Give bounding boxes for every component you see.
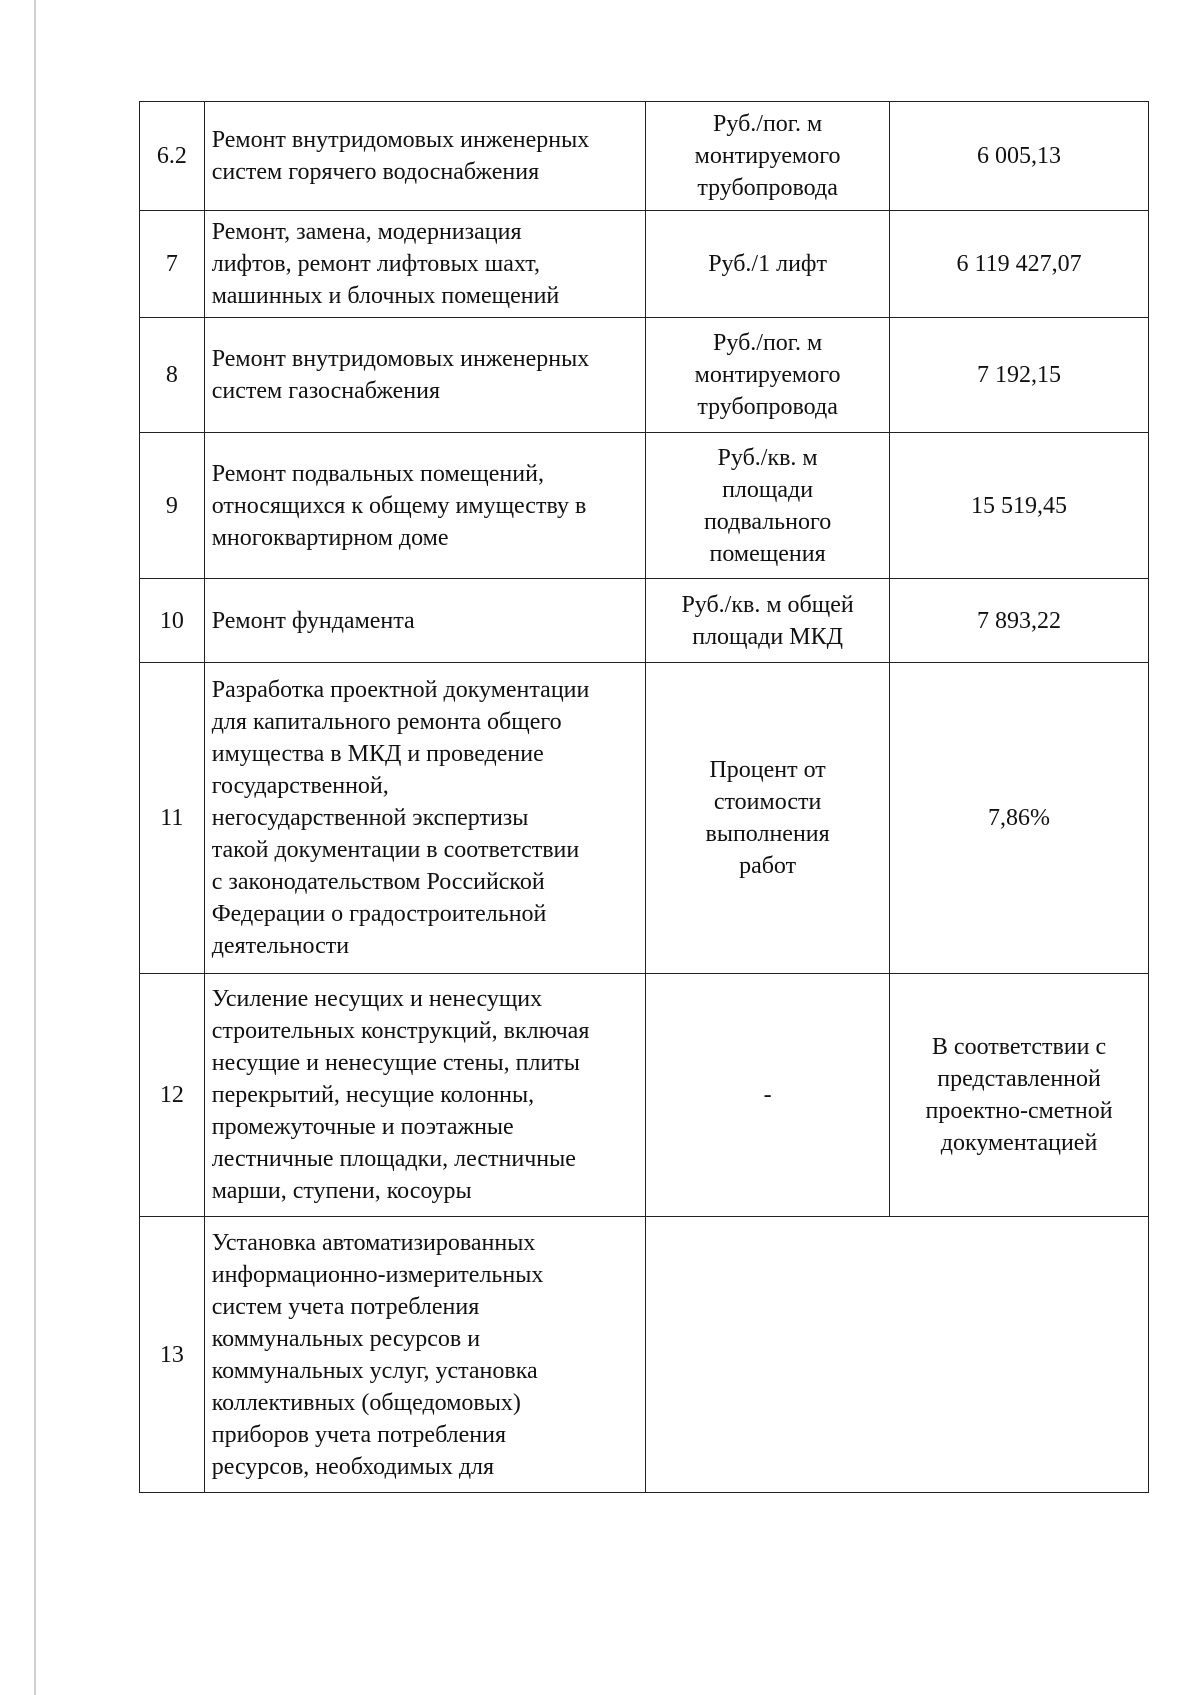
unit-line: выполнения: [705, 821, 830, 847]
cost-value: [890, 974, 1149, 1217]
value-line: 7,86%: [988, 805, 1051, 831]
work-description: [204, 663, 645, 974]
unit-of-measure: [646, 433, 890, 579]
description-line: строительных конструкций, включая: [211, 1018, 590, 1044]
work-description: [204, 318, 645, 433]
value-line: документацией: [940, 1130, 1098, 1156]
work-description: [204, 433, 645, 579]
value-line: 7 192,15: [977, 362, 1062, 388]
repair-cost-table: [139, 101, 1149, 1493]
value-line: 7 893,22: [977, 607, 1062, 634]
description-line: приборов учета потребления: [211, 1421, 507, 1448]
scan-edge-line: [34, 0, 36, 1695]
description-line: государственной,: [211, 773, 389, 799]
unit-of-measure: [646, 1217, 1149, 1493]
unit-line: монтируемого: [694, 143, 841, 169]
row-number: 9: [140, 433, 205, 579]
unit-line: трубопровода: [697, 175, 838, 201]
description-line: систем учета потребления: [211, 1293, 480, 1320]
row-number: 10: [140, 579, 205, 663]
description-line: Ремонт внутридомовых инженерных: [211, 346, 590, 372]
unit-of-measure: [646, 974, 890, 1217]
work-description: [204, 974, 645, 1217]
description-line: Усиление несущих и ненесущих: [211, 986, 543, 1012]
description-line: такой документации в соответствии: [211, 837, 580, 863]
unit-of-measure: [646, 579, 890, 663]
description-line: ресурсов, необходимых для: [211, 1453, 495, 1480]
unit-line: подвального: [703, 508, 832, 535]
unit-line: площади МКД: [692, 623, 843, 650]
description-line: Разработка проектной документации: [211, 677, 590, 703]
work-description: [204, 211, 645, 318]
description-line: марши, ступени, косоуры: [211, 1178, 472, 1204]
row-number: 13: [140, 1217, 205, 1493]
unit-line: стоимости: [713, 789, 822, 815]
cost-value: [890, 318, 1149, 433]
unit-line: помещения: [709, 540, 826, 567]
cost-value: [890, 663, 1149, 974]
unit-of-measure: [646, 318, 890, 433]
description-line: негосударственной экспертизы: [211, 805, 529, 831]
description-line: коммунальных услуг, установка: [211, 1357, 538, 1384]
description-line: систем горячего водоснабжения: [211, 159, 540, 185]
unit-line: Руб./кв. м: [717, 444, 818, 471]
unit-of-measure: [646, 211, 890, 318]
description-line: машинных и блочных помещений: [211, 283, 560, 309]
unit-line: -: [763, 1082, 772, 1108]
unit-line: Процент от: [709, 757, 826, 783]
table-row: [140, 974, 1149, 1217]
unit-of-measure: [646, 102, 890, 211]
description-line: коммунальных ресурсов и: [211, 1325, 481, 1352]
table-row: [140, 433, 1149, 579]
description-line: лестничные площадки, лестничные: [211, 1146, 576, 1172]
value-line: В соответствии с: [931, 1034, 1107, 1060]
description-line: Федерации о градостроительной: [211, 901, 547, 927]
unit-line: площади: [722, 476, 814, 503]
description-line: систем газоснабжения: [211, 378, 441, 404]
cost-value: [890, 102, 1149, 211]
unit-line: Руб./пог. м: [713, 111, 823, 137]
unit-of-measure: [646, 663, 890, 974]
unit-line: Руб./пог. м: [713, 330, 823, 356]
work-description: [204, 1217, 645, 1493]
work-description: [204, 579, 645, 663]
description-line: перекрытий, несущие колонны,: [211, 1082, 535, 1108]
description-line: имущества в МКД и проведение: [211, 741, 544, 767]
value-line: 6 119 427,07: [956, 251, 1082, 277]
row-number: 12: [140, 974, 205, 1217]
table-row: [140, 102, 1149, 211]
description-line: лифтов, ремонт лифтовых шахт,: [211, 251, 540, 277]
work-description: [204, 102, 645, 211]
table-row: [140, 663, 1149, 974]
row-number: 11: [140, 663, 205, 974]
value-line: представленной: [937, 1066, 1101, 1092]
unit-line: монтируемого: [694, 362, 841, 388]
description-line: несущие и ненесущие стены, плиты: [211, 1050, 580, 1076]
description-line: Установка автоматизированных: [211, 1229, 536, 1256]
description-line: для капитального ремонта общего: [211, 709, 562, 735]
unit-line: трубопровода: [697, 394, 838, 420]
cost-value: [890, 433, 1149, 579]
table-row: [140, 318, 1149, 433]
row-number: 6.2: [140, 102, 205, 211]
unit-line: Руб./кв. м общей: [681, 591, 854, 618]
description-line: Ремонт внутридомовых инженерных: [211, 127, 590, 153]
description-line: относящихся к общему имуществу в: [211, 492, 587, 519]
cost-value: [890, 211, 1149, 318]
description-line: Ремонт, замена, модернизация: [211, 219, 522, 245]
unit-line: Руб./1 лифт: [708, 251, 827, 277]
row-number: 8: [140, 318, 205, 433]
description-line: Ремонт фундамента: [211, 607, 415, 634]
description-line: многоквартирном доме: [211, 524, 449, 551]
description-line: Ремонт подвальных помещений,: [211, 460, 544, 487]
table-row: [140, 1217, 1149, 1493]
cost-value: [890, 579, 1149, 663]
description-line: коллективных (общедомовых): [211, 1389, 521, 1416]
row-number: 7: [140, 211, 205, 318]
value-line: проектно-сметной: [925, 1098, 1113, 1124]
unit-line: работ: [739, 853, 797, 879]
description-line: деятельности: [211, 933, 350, 959]
table-row: [140, 579, 1149, 663]
description-line: с законодательством Российской: [211, 869, 545, 895]
table-row: [140, 211, 1149, 318]
value-line: 15 519,45: [971, 492, 1068, 519]
value-line: 6 005,13: [977, 143, 1062, 169]
description-line: информационно-измерительных: [211, 1261, 544, 1288]
description-line: промежуточные и поэтажные: [211, 1114, 514, 1140]
